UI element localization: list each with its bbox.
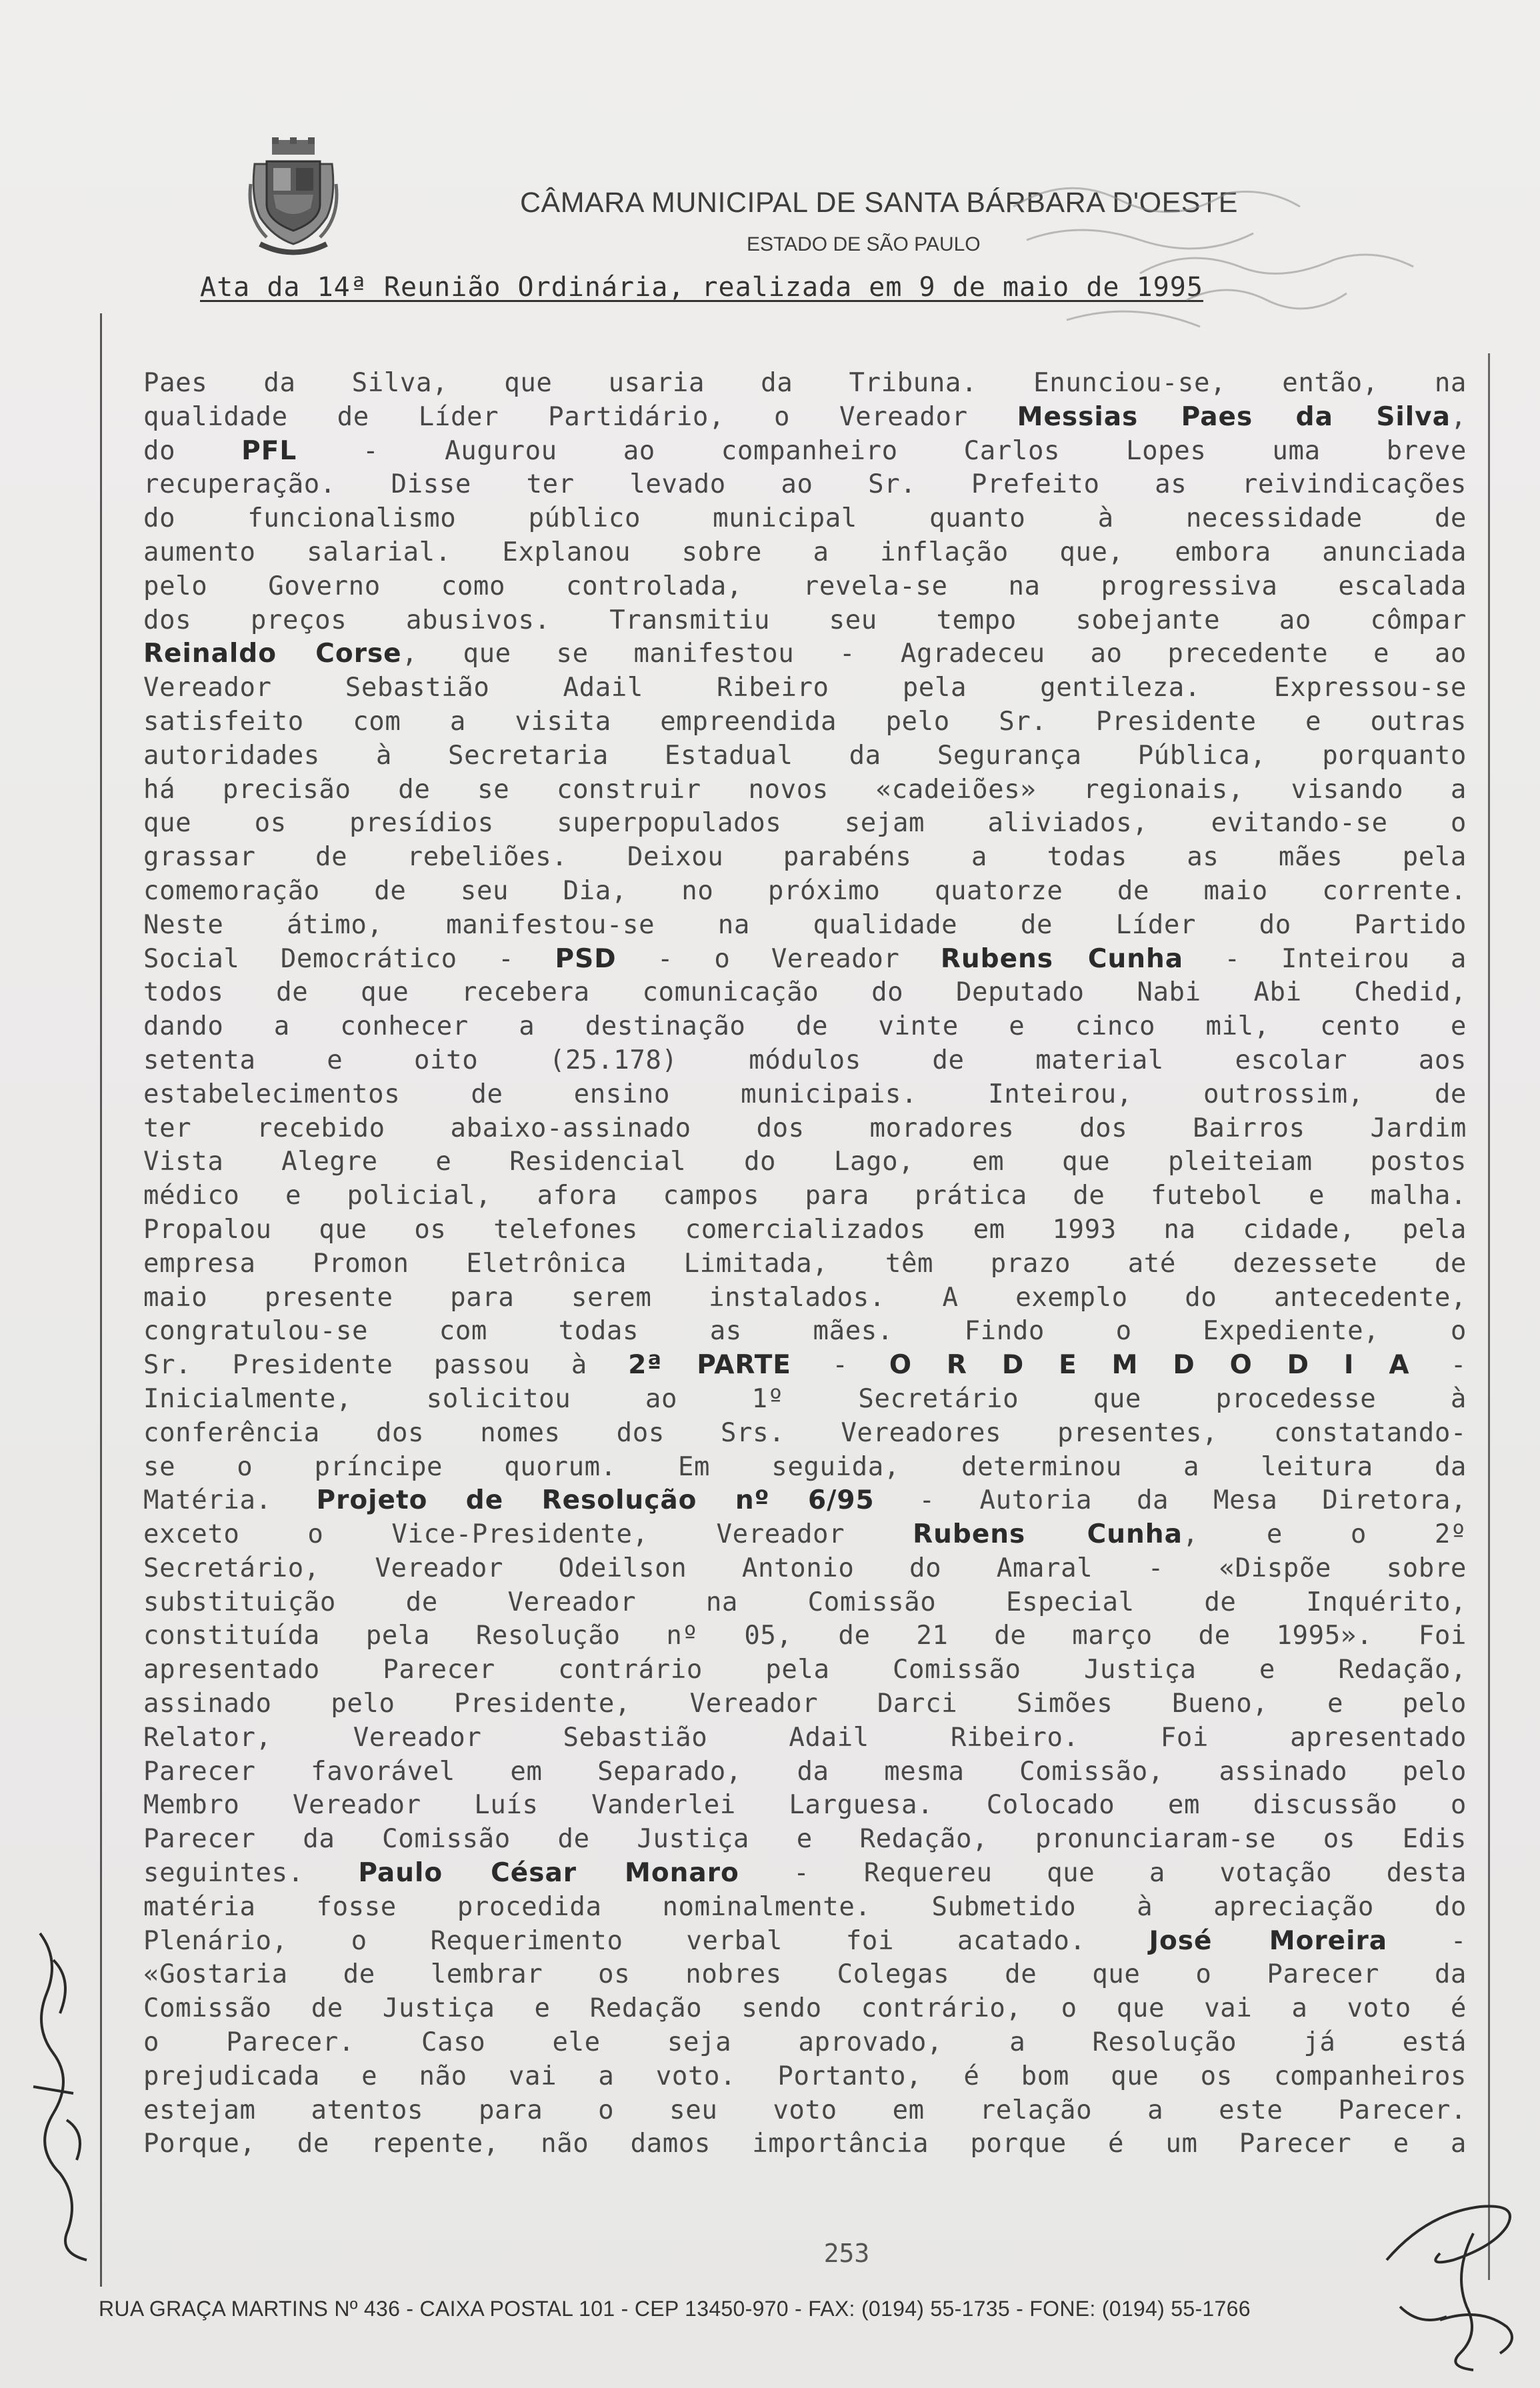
state-name: ESTADO DE SÃO PAULO <box>747 233 981 255</box>
body-line: apresentado Parecer contrário pela Comissão Justiça e Redação, <box>143 1655 1467 1685</box>
body-line: Neste átimo, manifestou-se na qualidade de Líder do Partido <box>143 909 1467 940</box>
coat-of-arms-icon <box>247 137 340 257</box>
body-line: médico e policial, afora campos para prática de futebol e malha. <box>143 1181 1467 1211</box>
body-line: Matéria. Projeto de Resolução nº 6/95 - Autoria da Mesa Diretora, <box>143 1485 1467 1516</box>
body-line: Plenário, o Requerimento verbal foi acatado. José Moreira - <box>143 1925 1467 1956</box>
body-line: do funcionalismo público municipal quanto à necessidade de <box>143 503 1467 534</box>
body-line: congratulou-se com todas as mães. Findo o Expediente, o <box>143 1316 1467 1347</box>
body-line: Comissão de Justiça e Redação sendo contrário, o que vai a voto é <box>143 1993 1467 2024</box>
body-line: seguintes. Paulo César Monaro - Requereu que a votação desta <box>143 1858 1467 1889</box>
body-line: Propalou que os telefones comercializados em 1993 na cidade, pela <box>143 1214 1467 1245</box>
body-line: estejam atentos para o seu voto em relação a este Parecer. <box>143 2095 1467 2125</box>
body-line: Vista Alegre e Residencial do Lago, em que pleiteiam postos <box>143 1147 1467 1177</box>
body-line: assinado pelo Presidente, Vereador Darci Simões Bueno, e pelo <box>143 1689 1467 1719</box>
body-line: exceto o Vice-Presidente, Vereador Rubens Cunha, e o 2º <box>143 1519 1467 1550</box>
body-line: do PFL - Augurou ao companheiro Carlos Lopes uma breve <box>143 435 1467 466</box>
body-line: estabelecimentos de ensino municipais. Inteirou, outrossim, de <box>143 1079 1467 1109</box>
body-line: qualidade de Líder Partidário, o Vereador Messias Paes da Silva, <box>143 401 1467 432</box>
body-line: o Parecer. Caso ele seja aprovado, a Resolução já está <box>143 2027 1467 2058</box>
body-line: ter recebido abaixo-assinado dos moradores dos Bairros Jardim <box>143 1113 1467 1143</box>
body-line: Social Democrático - PSD - o Vereador Rubens Cunha - Inteirou a <box>143 943 1467 974</box>
body-line: satisfeito com a visita empreendida pelo Sr. Presidente e outras <box>143 706 1467 737</box>
bold-term: José Moreira <box>1149 1925 1388 1956</box>
minutes-title: Ata da 14ª Reunião Ordinária, realizada em 9 de maio de 1995 <box>200 272 1203 303</box>
body-line: maio presente para serem instalados. A exemplo do antecedente, <box>143 1282 1467 1313</box>
bold-term: Reinaldo Corse <box>143 639 402 669</box>
page-number: 253 <box>823 2239 870 2268</box>
body-line: todos de que recebera comunicação do Deputado Nabi Abi Chedid, <box>143 977 1467 1008</box>
body-line: comemoração de seu Dia, no próximo quatorze de maio corrente. <box>143 875 1467 906</box>
body-line: prejudicada e não vai a voto. Portanto, é bom que os companheiros <box>143 2061 1467 2091</box>
body-line: grassar de rebeliões. Deixou parabéns a todas as mães pela <box>143 842 1467 873</box>
bold-term: PSD <box>555 943 617 974</box>
body-line: aumento salarial. Explanou sobre a inflação que, embora anunciada <box>143 537 1467 567</box>
body-line: substituição de Vereador na Comissão Especial de Inquérito, <box>143 1587 1467 1617</box>
bold-term: Messias Paes da Silva <box>1017 401 1451 432</box>
bold-term: Projeto de Resolução nº 6/95 <box>316 1485 875 1516</box>
body-line: recuperação. Disse ter levado ao Sr. Prefeito as reivindicações <box>143 469 1467 500</box>
body-line: Parecer da Comissão de Justiça e Redação, pronunciaram-se os Edis <box>143 1824 1467 1855</box>
bold-term: O R D E M D O D I A <box>889 1350 1410 1381</box>
body-line: Vereador Sebastião Adail Ribeiro pela gentileza. Expressou-se <box>143 673 1467 703</box>
body-line: Inicialmente, solicitou ao 1º Secretário que procedesse à <box>143 1383 1467 1414</box>
bold-term: PFL <box>241 435 297 466</box>
body-line: Secretário, Vereador Odeilson Antonio do Amaral - «Dispõe sobre <box>143 1553 1467 1583</box>
body-line: setenta e oito (25.178) módulos de material escolar aos <box>143 1045 1467 1075</box>
body-line: Sr. Presidente passou à 2ª PARTE - O R D E M D O D I A - <box>143 1350 1467 1381</box>
body-line: empresa Promon Eletrônica Limitada, têm prazo até dezessete de <box>143 1248 1467 1279</box>
body-line: há precisão de se construir novos «cadeiões» regionais, visando a <box>143 774 1467 805</box>
minutes-body <box>143 367 1467 2161</box>
bold-term: Rubens Cunha <box>913 1519 1183 1550</box>
body-line: se o príncipe quorum. Em seguida, determinou a leitura da <box>143 1451 1467 1482</box>
body-line: «Gostaria de lembrar os nobres Colegas de que o Parecer da <box>143 1959 1467 1990</box>
institution-name: CÂMARA MUNICIPAL DE SANTA BÁRBARA D'OESTE <box>520 187 1238 219</box>
bold-term: Paulo César Monaro <box>358 1858 739 1889</box>
body-line: Porque, de repente, não damos importância porque é um Parecer e a <box>143 2129 1467 2159</box>
body-line: matéria fosse procedida nominalmente. Submetido à apreciação do <box>143 1891 1467 1922</box>
right-margin-rule <box>1488 353 1490 2280</box>
bold-term: Rubens Cunha <box>940 943 1184 974</box>
body-line: Reinaldo Corse, que se manifestou - Agradeceu ao precedente e ao <box>143 639 1467 669</box>
body-line: constituída pela Resolução nº 05, de 21 de março de 1995». Foi <box>143 1621 1467 1651</box>
body-line: Membro Vereador Luís Vanderlei Larguesa. Colocado em discussão o <box>143 1790 1467 1821</box>
signature-top-right-icon <box>987 167 1453 380</box>
body-line: autoridades à Secretaria Estadual da Segurança Pública, porquanto <box>143 740 1467 771</box>
footer-address: RUA GRAÇA MARTINS Nº 436 - CAIXA POSTAL 101 - CEP 13450-970 - FAX: (0194) 55-1735 - FONE: (0194) 55-1766 <box>99 2297 1251 2321</box>
bold-term: 2ª PARTE <box>628 1350 791 1381</box>
body-line: pelo Governo como controlada, revela-se na progressiva escalada <box>143 571 1467 601</box>
body-line: Paes da Silva, que usaria da Tribuna. Enunciou-se, então, na <box>143 368 1467 398</box>
signature-left-margin-icon <box>13 1920 107 2267</box>
body-line: conferência dos nomes dos Srs. Vereadores presentes, constatando- <box>143 1417 1467 1448</box>
body-line: Parecer favorável em Separado, da mesma Comissão, assinado pelo <box>143 1756 1467 1787</box>
body-line: dos preços abusivos. Transmitiu seu tempo sobejante ao cômpar <box>143 605 1467 635</box>
body-line: que os presídios superpopulados sejam aliviados, evitando-se o <box>143 808 1467 839</box>
body-line: Relator, Vereador Sebastião Adail Ribeiro. Foi apresentado <box>143 1722 1467 1753</box>
body-line: dando a conhecer a destinação de vinte e cinco mil, cento e <box>143 1011 1467 1042</box>
initials-bottom-right-icon <box>1373 2173 1533 2373</box>
